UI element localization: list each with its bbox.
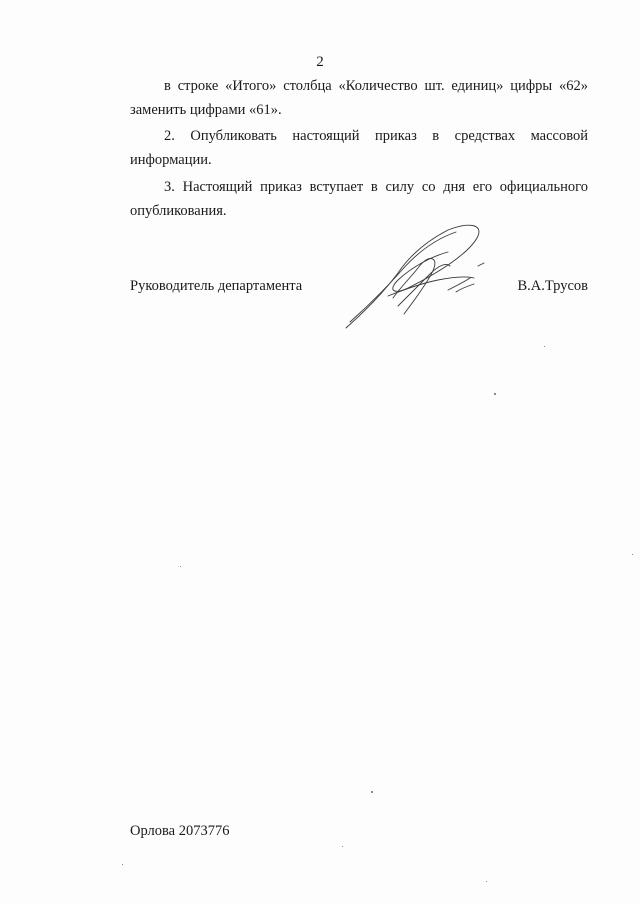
paragraph-effective bbox=[130, 175, 588, 223]
scan-speck bbox=[494, 393, 496, 395]
page-number: 2 bbox=[316, 54, 324, 70]
signer-name: В.А.Трусов bbox=[517, 278, 588, 294]
scan-speck bbox=[122, 864, 123, 865]
scan-speck bbox=[544, 346, 545, 347]
scan-speck bbox=[371, 791, 373, 793]
paragraph-amendment bbox=[130, 74, 588, 122]
paragraph-line: 3. Настоящий приказ вступает в силу со дня его официального bbox=[164, 179, 588, 195]
scan-speck bbox=[180, 566, 181, 567]
footer-author-note: Орлова 2073776 bbox=[130, 823, 230, 839]
paragraph-publish bbox=[130, 124, 588, 172]
paragraph-line: в строке «Итого» столбца «Количество шт. единиц» цифры «62» bbox=[164, 78, 588, 94]
signer-title: Руководитель департамента bbox=[130, 278, 303, 294]
handwritten-signature-icon bbox=[338, 218, 498, 333]
scan-speck bbox=[342, 846, 343, 847]
paragraph-line: опубликования. bbox=[130, 203, 227, 219]
paragraph-line: заменить цифрами «61». bbox=[130, 102, 282, 118]
paragraph-line: информации. bbox=[130, 152, 212, 168]
scan-speck bbox=[486, 881, 487, 882]
scan-speck bbox=[632, 554, 633, 555]
paragraph-line: 2. Опубликовать настоящий приказ в средствах массовой bbox=[164, 128, 588, 144]
